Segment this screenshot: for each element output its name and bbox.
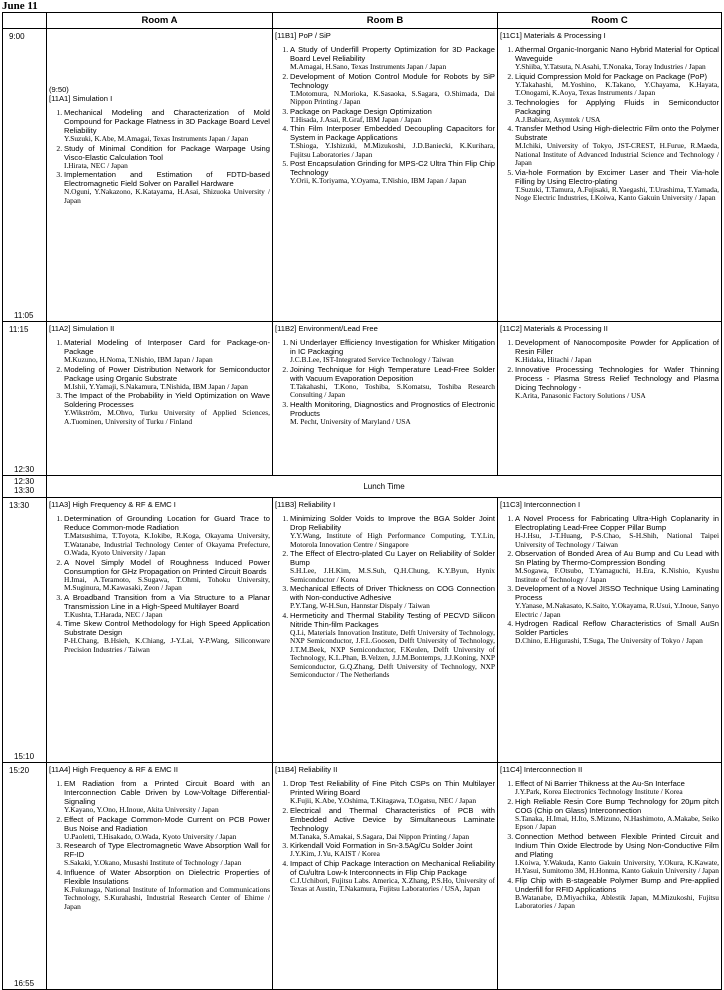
room-c-cell xyxy=(498,498,722,763)
paper-item xyxy=(515,168,719,203)
room-b-header: Room B xyxy=(273,13,498,29)
paper-list xyxy=(49,338,270,426)
paper-title: 3. Mechanical Effects of Driver Thickness on COG Connection with Non-conductive Adhesive xyxy=(290,584,495,602)
paper-authors: P-H.Chang, B.Hsieh, K.Chiang, J-Y.Lai, Y-P.Wang, Siliconware Precision Industries / Taiwan xyxy=(64,636,270,654)
paper-title: 2. Electrical and Thermal Characteristics of PCB with Embedded Active Device by Simultaneous Laminate Technology xyxy=(290,805,495,833)
paper-item xyxy=(515,797,719,832)
start-time: 15:20 xyxy=(9,766,30,775)
paper-title: 3. Development of a Novel JISSO Technique Using Laminating Process xyxy=(515,584,719,602)
paper-item xyxy=(515,514,719,549)
paper-authors: M.Sogawa, F.Otsubo, T.Yamaguchi, H.Era, K.Nishio, Kyushu Institute of Technology / Japan xyxy=(515,566,719,584)
paper-title: 4. Influence of Water Absorption on Dielectric Properties of Flexible Insulations xyxy=(64,867,270,886)
paper-item xyxy=(290,859,495,894)
paper-authors: Y.Kayano, Y.Ono, H.Inoue, Akita University / Japan xyxy=(64,805,219,814)
session-title: [11B2] Environment/Lead Free xyxy=(275,324,378,333)
paper-title: 2. The Effect of Electro-plated Cu Layer on Reliability of Solder Bump xyxy=(290,549,495,567)
paper-authors: S.Sakaki, Y.Okano, Musashi Institute of Technology / Japan xyxy=(64,858,242,867)
paper-authors: Y.Yanase, M.Nakasato, K.Saito, Y.Okayama, R.Usui, Y.Inoue, Sanyo Electric / Japan xyxy=(515,601,719,619)
paper-title: 3. Package on Package Design Optimization xyxy=(290,106,432,116)
paper-item xyxy=(64,558,270,593)
paper-title: 3. Research of Type Electromagnetic Wave Absorption Wall for RF-ID xyxy=(64,841,270,859)
paper-item xyxy=(290,72,495,107)
paper-title: 4. Flip Chip with B-stageable Polymer Bump and Pre-applied Underfill for RFID Applications xyxy=(515,875,719,894)
paper-authors: N.Oguni, Y.Nakazono, K.Katayama, H.Asai, Shizuoka University / Japan xyxy=(64,187,270,205)
session-title: [11A4] High Frequency & RF & EMC II xyxy=(49,765,179,774)
block-row-1 xyxy=(3,29,722,322)
paper-authors: C.J.Uchibori, Fujitsu Labs. America, X.Zhang, P.S.Ho, University of Texas at Austin, T.Nakamura, Fujitsu Laboratories / USA, Japan xyxy=(290,875,495,893)
paper-title: 2. A Novel Simply Model of Roughness Induced Power Consumption for GHz Propagation on Printed Circuit Boards xyxy=(64,557,270,576)
paper-item xyxy=(290,338,495,365)
paper-title: 3. Health Monitoring, Diagnostics and Prognostics of Electronic Products xyxy=(290,399,495,418)
paper-item xyxy=(64,170,270,205)
session-title: [11A3] High Frequency & RF & EMC I xyxy=(49,500,176,509)
paper-item xyxy=(290,107,495,125)
block-row-2 xyxy=(3,322,722,476)
paper-authors: Y.Suzuki, K.Abe, M.Amagai, Texas Instruments Japan / Japan xyxy=(64,134,249,143)
paper-authors: K.Fujii, K.Abe, Y.Oshima, T.Kitagawa, T.Ogatsu, NEC / Japan xyxy=(290,796,477,805)
paper-item xyxy=(64,514,270,558)
paper-authors: T.Suzuki, T.Tamura, A.Fujisaki, R.Yaegashi, T.Urashima, T.Yamada, Noge Electric Industries, I.Koiwa, Kanto Gakuin University / Japan xyxy=(515,184,719,202)
paper-authors: M. Pecht, University of Maryland / USA xyxy=(290,416,411,426)
paper-item xyxy=(64,779,270,815)
paper-authors: I.Koiwa, Y.Wakuda, Kanto Gakuin University, Y.Okura, K.Kawate, H.Yasui, Sumitomo 3M, H.Honma, Kanto Gakuin University / Japan xyxy=(515,857,719,875)
paper-authors: D.Chino, E.Higurashi, T.Suga, The University of Tokyo / Japan xyxy=(515,636,703,645)
time-cell xyxy=(3,498,47,763)
paper-authors: Y.Shiiba, Y.Tatsuta, N.Asahi, T.Nonaka, Toray Industries / Japan xyxy=(515,62,706,71)
paper-item xyxy=(290,45,495,72)
paper-authors: Q.Li, Materials Innovation Institute, Delft University of Technology, NXP Semiconductor, J.F.L.Goosen, Delft University of Technology, J.T.M.Beek, NXP Semiconductor, F.Keulen, Delft University of Technology, K.L.Phan, B.Velzen, J.J.M.Bontemps, J.J.Koning, NXP Semiconductor, G.Q.Zhang, Delft University of Technology, NXP Semiconductor / The Netherlands xyxy=(290,627,495,679)
paper-item xyxy=(64,619,270,654)
paper-item xyxy=(515,876,719,911)
room-a-cell xyxy=(47,29,273,322)
paper-title: 3. Technologies for Applying Fluids in Semiconductor Packaging xyxy=(515,97,719,116)
paper-authors: Y.Takahashi, M.Yoshino, K.Takano, Y.Chayama, K.Hayata, T.Onogami, K.Aoya, Texas Instruments / Japan xyxy=(515,79,719,97)
paper-item xyxy=(515,584,719,619)
paper-authors: S.H.Lee, J.H.Kim, M.S.Suh, Q.H.Chung, K.Y.Byun, Hynix Semiconductor / Korea xyxy=(290,566,495,584)
paper-authors: M.Ishii, Y.Yamaji, S.Nakamura, T.Nishida, IBM Japan / Japan xyxy=(64,381,248,391)
paper-title: 4. Hydrogen Radical Reflow Characteristics of Small AuSn Solder Particles xyxy=(515,619,719,637)
paper-list xyxy=(275,779,495,894)
paper-title: 1. Drop Test Reliability of Fine Pitch CSPs on Thin Multilayer Printed Wiring Board xyxy=(290,779,495,797)
paper-list xyxy=(275,338,495,426)
time-header xyxy=(3,13,47,29)
end-time: 12:30 xyxy=(14,465,35,474)
paper-item xyxy=(64,338,270,365)
paper-list xyxy=(49,779,270,911)
block-row-3 xyxy=(3,498,722,763)
session-title: [11A2] Simulation II xyxy=(49,324,115,333)
paper-title: 4. Hermeticity and Thermal Stability Testing of PECVD Silicon Nitride Thin-film Packages xyxy=(290,610,495,629)
end-time: 11:05 xyxy=(14,311,34,320)
paper-item xyxy=(64,144,270,171)
paper-title: 1. Development of Nanocomposite Powder for Application of Resin Filler xyxy=(515,338,719,356)
paper-authors: T.Shioga, Y.Ishizuki, M.Mizukoshi, J.D.Baniecki, K.Kurihara, Fujitsu Laboratories / Japan xyxy=(290,141,495,159)
paper-item xyxy=(515,98,719,125)
paper-list xyxy=(49,108,270,205)
paper-authors: B.Watanabe, D.Miyachika, Ablestik Japan, M.Mizukoshi, Fujitsu Laboratories / Japan xyxy=(515,892,719,910)
session-title: [11B4] Reliability II xyxy=(275,765,338,774)
paper-authors: P.Y.Tang, W-H.Sun, Hannstar Dispaly / Taiwan xyxy=(290,601,430,610)
paper-title: 5. Post Encapsulation Grinding for MPS-C2 Ultra Thin Flip Chip Technology xyxy=(290,159,495,177)
room-c-header: Room C xyxy=(498,13,722,29)
paper-title: 1. Mechanical Modeling and Characterization of Mold Compound for Package Flatness in 3D Package Board Level Reliability xyxy=(64,108,270,135)
session-title: [11C1] Materials & Processing I xyxy=(500,31,606,40)
session-title: [11C2] Materials & Processing II xyxy=(500,324,608,333)
session-block xyxy=(498,763,721,911)
paper-authors: J.Y.Kim, J.Yu, KAIST / Korea xyxy=(290,849,380,858)
paper-item xyxy=(64,108,270,144)
time-cell xyxy=(3,29,47,322)
paper-list xyxy=(500,779,719,911)
room-a-cell xyxy=(47,763,273,990)
paper-authors: Y.Orii, K.Toriyama, Y.Oyama, T.Nishio, IBM Japan / Japan xyxy=(290,176,467,185)
time-cell xyxy=(3,322,47,476)
paper-item xyxy=(515,124,719,168)
paper-title: 1. Ni Underlayer Efficiency Investigation for Whisker Mitigation in IC Packaging xyxy=(290,338,495,356)
paper-item xyxy=(515,619,719,646)
paper-title: 2. Development of Motion Control Module for Robots by SiP Technology xyxy=(290,71,495,90)
paper-title: 1. EM Radiation from a Printed Circuit Board with an Interconnection Cable Driven by Low-Voltage Differential-Signaling xyxy=(64,779,270,806)
paper-item xyxy=(290,611,495,680)
session-title: [11A1] Simulation I xyxy=(49,94,113,103)
paper-item xyxy=(290,159,495,186)
paper-authors: J.Y.Park, Korea Electronics Technology Institute / Korea xyxy=(515,787,683,796)
paper-title: 1. Determination of Grounding Location for Guard Trace to Reduce Common-mode Radiation xyxy=(64,514,270,532)
session-title: [11B1] PoP / SiP xyxy=(275,31,331,40)
session-block xyxy=(47,498,272,654)
session-block xyxy=(498,322,721,400)
paper-item xyxy=(515,72,719,98)
room-a-cell xyxy=(47,498,273,763)
paper-item xyxy=(290,400,495,427)
paper-title: 2. Effect of Package Common-Mode Current on PCB Power Bus Noise and Radiation xyxy=(64,814,270,833)
paper-item xyxy=(290,549,495,584)
paper-item xyxy=(290,806,495,842)
start-time: 9:00 xyxy=(9,32,25,41)
page-date-title: June 11 xyxy=(2,0,38,12)
paper-item xyxy=(64,593,270,620)
paper-item xyxy=(64,391,270,426)
paper-authors: Y.Y.Wang, Institute of High Performance Computing, T.Y.Lin, Motorola Innovation Centre / Singapore xyxy=(290,531,495,549)
paper-title: 3. Connection Method between Flexible Printed Circuit and Indium Thin Oxide Electrode by Using Non-Conductive Film and Plating xyxy=(515,831,719,859)
paper-title: 4. Transfer Method Using High-dielectric Film onto the Polymer Substrate xyxy=(515,124,719,142)
session-block xyxy=(273,322,497,426)
paper-title: 4. Time Skew Control Methodology for High Speed Application Substrate Design xyxy=(64,619,270,637)
end-time: 15:10 xyxy=(14,752,35,761)
paper-authors: U.Paoletti, T.Hisakado, O.Wada, Kyoto University / Japan xyxy=(64,831,237,841)
paper-item xyxy=(290,779,495,806)
lunch-start-time: 12:30 xyxy=(14,477,35,486)
room-a-header: Room A xyxy=(47,13,273,29)
room-b-cell xyxy=(273,322,498,476)
paper-authors: T.Matsushima, T.Toyota, K.Iokibe, R.Koga, Okayama University, T.Watanabe, Industrial Technology Center of Okayama Prefecture, O.Wada, Kyoto University / Japan xyxy=(64,531,270,557)
session-block xyxy=(273,763,497,894)
paper-authors: J.C.B.Lee, IST-Integrated Service Technology / Taiwan xyxy=(290,355,454,364)
paper-authors: M.Tanaka, S.Amakai, S.Sagara, Dai Nippon Printing / Japan xyxy=(290,831,470,841)
paper-title: 1. A Novel Process for Fabricating Ultra-High Coplanarity in Electroplating Lead-Free Copper Pillar Bump xyxy=(515,514,719,532)
paper-authors: K.Arita, Panasonic Factory Solutions / USA xyxy=(515,390,646,400)
lunch-end-time: 13:30 xyxy=(14,486,35,495)
paper-item xyxy=(290,514,495,549)
session-start-note: (9:50) xyxy=(49,85,69,94)
paper-authors: T.Hisada, J.Asai, R.Graf, IBM Japan / Japan xyxy=(290,114,422,124)
lunch-time-cell xyxy=(3,476,47,498)
paper-list xyxy=(49,514,270,654)
start-time: 11:15 xyxy=(9,325,29,334)
paper-title: 2. High Reliable Resin Core Bump Technology for 20μm pitch COG (Chip on Glass) Interconnection xyxy=(515,796,719,815)
session-block xyxy=(498,29,721,203)
paper-item xyxy=(290,841,495,859)
paper-title: 5. Via-hole Formation by Excimer Laser and Their Via-hole Filling by Using Electro-plating xyxy=(515,167,719,186)
room-c-cell xyxy=(498,29,722,322)
paper-title: 3. A Broadband Transition from a Via Structure to a Planar Transmission Line in a High-Speed Multilayer Board xyxy=(64,592,270,611)
session-title: [11C3] Interconnection I xyxy=(500,500,581,509)
paper-authors: T.Motomura, N.Morioka, K.Sasaoka, S.Sagara, O.Shimada, Dai Nippon Printing / Japan xyxy=(290,88,495,106)
paper-title: 1. Effect of Ni Barrier Thikness at the Au-Sn Interface xyxy=(515,779,685,788)
paper-authors: M.Kuzuno, H.Noma, T.Nishio, IBM Japan / Japan xyxy=(64,355,213,364)
paper-list xyxy=(275,45,495,186)
lunch-label: Lunch Time xyxy=(47,476,722,498)
paper-authors: T.Kushta, T.Harada, NEC / Japan xyxy=(64,609,163,619)
paper-list xyxy=(500,338,719,400)
paper-authors: I.Hirata, NEC / Japan xyxy=(64,160,128,170)
paper-item xyxy=(64,841,270,868)
paper-title: 2. Liquid Compression Mold for Package on Package (PoP) xyxy=(515,71,708,81)
paper-item xyxy=(515,832,719,876)
paper-item xyxy=(290,124,495,159)
paper-authors: H.Imai, A.Teramoto, S.Sugawa, T.Ohmi, Tohoku University, M.Suginura, M.Kawasaki, Zeon / Japan xyxy=(64,574,270,592)
room-b-cell xyxy=(273,763,498,990)
session-block xyxy=(498,498,721,646)
session-block xyxy=(47,29,272,205)
lunch-row xyxy=(3,476,722,498)
paper-item xyxy=(290,365,495,400)
room-a-cell xyxy=(47,322,273,476)
paper-item xyxy=(515,338,719,365)
session-title: [11C4] Interconnection II xyxy=(500,765,583,774)
paper-authors: K.Fukunaga, National Institute of Information and Communications Technology, S.Kurahashi, Industrial Research Center of Ehime / Japan xyxy=(64,884,270,911)
paper-item xyxy=(290,584,495,611)
paper-item xyxy=(515,549,719,584)
paper-title: 3. Implementation and Estimation of FDTD-based Electromagnetic Field Solver on Parallel Hardware xyxy=(64,170,270,188)
paper-authors: A.J.Babiarz, Asymtek / USA xyxy=(515,114,601,124)
paper-authors: S.Tanaka, H.Imai, H.Ito, S.Mizuno, N.Hashimoto, A.Makabe, Seiko Epson / Japan xyxy=(515,813,719,831)
paper-title: 1. Athermal Organic-Inorganic Nano Hybrid Material for Optical Waveguide xyxy=(515,45,719,63)
room-b-cell xyxy=(273,498,498,763)
paper-authors: K.Hidaka, Hitachi / Japan xyxy=(515,355,592,364)
session-title: [11B3] Reliability I xyxy=(275,500,336,509)
paper-item xyxy=(515,365,719,401)
paper-item xyxy=(515,779,719,797)
paper-list xyxy=(500,45,719,203)
room-c-cell xyxy=(498,763,722,990)
paper-title: 3. Kirkendall Void Formation in Sn-3.5Ag/Cu Solder Joint xyxy=(290,841,473,850)
paper-list xyxy=(275,514,495,680)
room-c-cell xyxy=(498,322,722,476)
session-block xyxy=(47,322,272,426)
paper-title: 2. Observation of Bonded Area of Au Bump and Cu Lead with Sn Plating by Thermo-Compression Bonding xyxy=(515,549,719,567)
session-block xyxy=(47,763,272,911)
paper-authors: H-J.Hsu, J-T.Huang, P-S.Chao, S-H.Shih, National Taipei University of Technology / Taiwan xyxy=(515,531,719,549)
paper-title: 2. Innovative Processing Technologies for Wafer Thinning Process - Plasma Stress Relief Technology and Plasma Dicing Technology - xyxy=(515,364,719,392)
block-row-4 xyxy=(3,763,722,990)
paper-authors: T.Takahashi, T.Kono, Toshiba, S.Komatsu, Toshiba Research Consulting / Japan xyxy=(290,381,495,399)
header-row xyxy=(3,13,722,29)
paper-item xyxy=(515,45,719,72)
paper-title: 2. Joining Technique for High Temperature Lead-Free Solder with Vacuum Evaporation Deposition xyxy=(290,364,495,383)
paper-authors: M.Ichiki, University of Tokyo, JST-CREST, H.Furue, R.Maeda, National Institute of Advanced Industrial Science and Technology / Japan xyxy=(515,141,719,167)
paper-title: 2. Modeling of Power Distribution Network for Semiconductor Package using Organic Substrate xyxy=(64,364,270,383)
paper-title: 1. Material Modeling of Interposer Card for Package-on-Package xyxy=(64,338,270,356)
paper-title: 4. Impact of Chip Package Interaction on Mechanical Reliability of Cu/ultra Low-k Interconnects in Flip Chip Package xyxy=(290,858,495,877)
paper-title: 2. Study of Minimal Condition for Package Warpage Using Visco-Elastic Calculation Tool xyxy=(64,143,270,162)
paper-item xyxy=(64,868,270,912)
session-block xyxy=(273,498,497,680)
paper-authors: M.Amagai, H.Sano, Texas Instruments Japan / Japan xyxy=(290,62,447,71)
paper-item xyxy=(64,365,270,392)
paper-title: 1. Minimizing Solder Voids to Improve the BGA Solder Joint Drop Reliability xyxy=(290,514,495,532)
room-b-cell xyxy=(273,29,498,322)
end-time: 16:55 xyxy=(14,979,35,988)
paper-authors: Y.Wikström, M.Ohvo, Turku University of Applied Sciences, A.Tuominen, University of Turku / Finland xyxy=(64,408,270,426)
session-block xyxy=(273,29,497,186)
paper-title: 4. Thin Film Interposer Embedded Decoupling Capacitors for System in Package Applications xyxy=(290,124,495,142)
paper-item xyxy=(64,815,270,842)
start-time: 13:30 xyxy=(9,501,30,510)
schedule-table xyxy=(2,12,722,990)
paper-list xyxy=(500,514,719,646)
paper-title: 3. The Impact of the Probability in Yield Optimization on Wave Soldering Processes xyxy=(64,391,270,409)
paper-title: 1. A Study of Underfill Property Optimization for 3D Package Board Level Reliability xyxy=(290,45,495,63)
time-cell xyxy=(3,763,47,990)
